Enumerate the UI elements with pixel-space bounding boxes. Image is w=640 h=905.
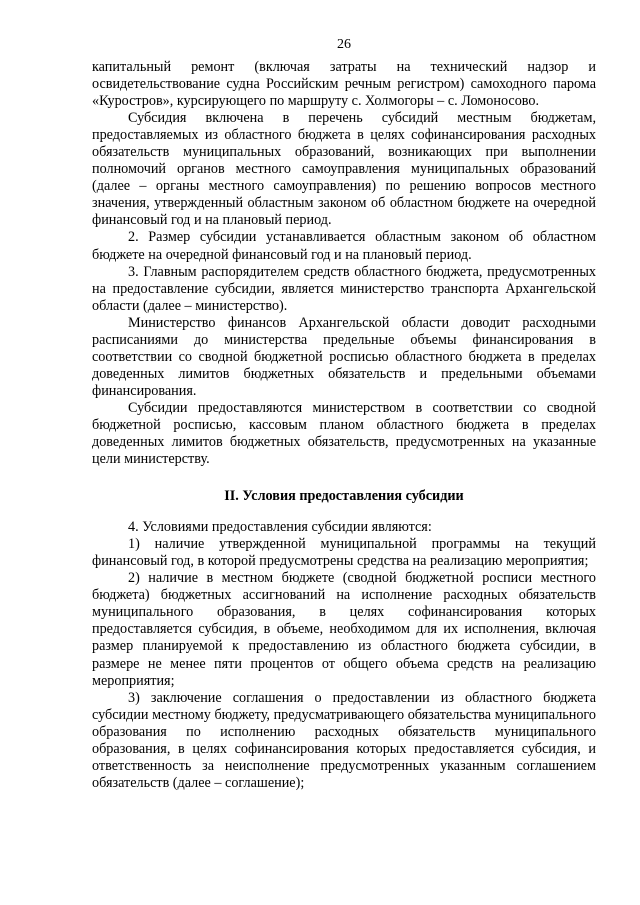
paragraph-continuation: капитальный ремонт (включая затраты на технический надзор и освидетельствование судна Российским речным регистром) самоходного парома «Куростров», курсирующего по маршруту с. Холмогоры – с. Ломоносово. — [92, 59, 596, 110]
section-heading: II. Условия предоставления субсидии — [224, 488, 464, 505]
paragraph-item-2: 2. Размер субсидии устанавливается областным законом об областном бюджете на очередной финансовый год и на плановый период. — [92, 229, 596, 263]
paragraph-subsidy-inclusion: Субсидия включена в перечень субсидий местным бюджетам, предоставляемых из областного бюджета в целях софинансирования расходных обязательств муниципальных образований, возникающих при выполнении полномочий органов местного самоуправления муниципальных образований (далее – органы местного самоуправления) по решению вопросов местного значения, утвержденный областным законом об областном бюджете на очередной финансовый год и на плановый период. — [92, 110, 596, 229]
text-block-after — [92, 519, 596, 792]
paragraph-condition-1: 1) наличие утвержденной муниципальной программы на текущий финансовый год, в которой предусмотрены средства на реализацию мероприятия; — [92, 536, 596, 570]
paragraph-item-4: 4. Условиями предоставления субсидии являются: — [128, 519, 432, 536]
paragraph-subsidies-provided: Субсидии предоставляются министерством в соответствии со сводной бюджетной росписью, кассовым планом областного бюджета в пределах доведенных лимитов бюджетных обязательств, предусмотренных на указанные цели министерству. — [92, 399, 596, 468]
paragraph-condition-2: 2) наличие в местном бюджете (сводной бюджетной росписи местного бюджета) бюджетных ассигнований на исполнение расходных обязательств муниципального образования, в целях софинансирования которых предоставляется субсидия, в объеме, необходимом для их исполнения, включая размер планируемой к предоставлению из областного бюджета субсидии, в размере не менее пяти процентов от общего объема средств на реализацию мероприятия; — [92, 570, 596, 689]
text-block-before — [92, 59, 596, 468]
document-page — [92, 36, 596, 792]
page-number: 26 — [337, 37, 351, 52]
paragraph-item-3: 3. Главным распорядителем средств областного бюджета, предусмотренных на предоставление субсидии, является министерство транспорта Архангельской области (далее – министерство). — [92, 263, 596, 314]
paragraph-ministry-finance: Министерство финансов Архангельской области доводит расходными расписаниями до министерства предельные объемы финансирования в соответствии со сводной бюджетной росписью областного бюджета в пределах доведенных лимитов бюджетных обязательств и предельными объемами финансирования. — [92, 314, 596, 399]
paragraph-condition-3: 3) заключение соглашения о предоставлении из областного бюджета субсидии местному бюджету, предусматривающего обязательства муниципального образования по исполнению расходных обязательств муниципального образования, в целях софинансирования которых предоставляется субсидия, и ответственность за неисполнение предусмотренных указанным соглашением обязательств (далее – соглашение); — [92, 689, 596, 791]
